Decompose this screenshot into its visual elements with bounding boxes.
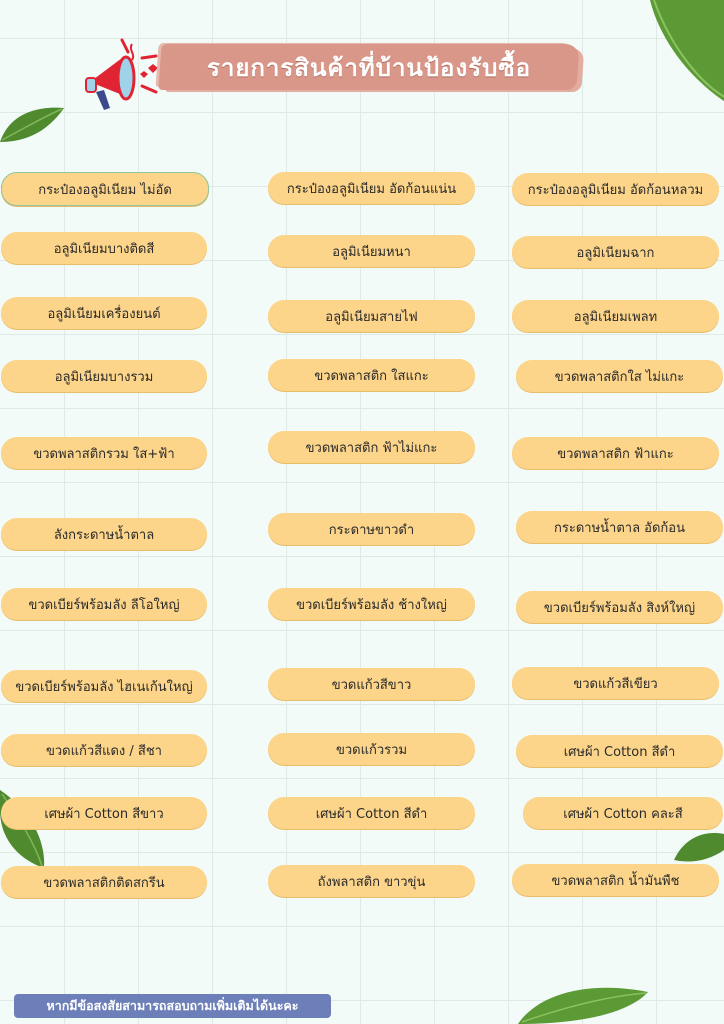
- product-item: ขวดพลาสติก น้ำมันพืช: [512, 864, 719, 896]
- leaf-bottom-icon: [518, 984, 658, 1024]
- product-item: ขวดพลาสติกติดสกรีน: [1, 866, 207, 898]
- product-item: ขวดพลาสติก ใสแกะ: [268, 359, 475, 391]
- page-title-banner: [160, 44, 578, 90]
- product-item: ขวดพลาสติกรวม ใส+ฟ้า: [1, 437, 207, 469]
- product-item: ขวดแก้วสีเขียว: [512, 667, 719, 699]
- product-item: กระดาษน้ำตาล อัดก้อน: [516, 511, 723, 543]
- product-item: ขวดพลาสติก ฟ้าแกะ: [512, 437, 719, 469]
- product-item: ขวดเบียร์พร้อมลัง ช้างใหญ่: [268, 588, 475, 620]
- product-item: อลูมิเนียมเพลท: [512, 300, 719, 332]
- product-item: กระดาษขาวดำ: [268, 513, 475, 545]
- leaf-top-left-icon: [0, 102, 66, 146]
- footer-note: หากมีข้อสงสัยสามารถสอบถามเพิ่มเติมได้นะคะ: [14, 994, 331, 1018]
- product-item: ขวดแก้วสีขาว: [268, 668, 475, 700]
- product-item: กระป๋องอลูมิเนียม อัดก้อนหลวม: [512, 173, 719, 205]
- product-item: อลูมิเนียมหนา: [268, 235, 475, 267]
- product-item: ขวดเบียร์พร้อมลัง สิงห์ใหญ่: [516, 591, 723, 623]
- product-item: อลูมิเนียมเครื่องยนต์: [1, 297, 207, 329]
- product-item: ขวดแก้วสีแดง / สีชา: [1, 734, 207, 766]
- leaf-top-right-icon: [640, 0, 724, 110]
- product-item: เศษผ้า Cotton สีดำ: [516, 735, 723, 767]
- product-item: อลูมิเนียมสายไฟ: [268, 300, 475, 332]
- product-item: ลังกระดาษน้ำตาล: [1, 518, 207, 550]
- product-item: อลูมิเนียมฉาก: [512, 236, 719, 268]
- product-item: กระป๋องอลูมิเนียม ไม่อัด: [1, 172, 209, 206]
- product-item: ขวดพลาสติก ฟ้าไม่แกะ: [268, 431, 475, 463]
- product-item: ขวดเบียร์พร้อมลัง ไฮเนเก้นใหญ่: [1, 670, 207, 702]
- product-item: ขวดพลาสติกใส ไม่แกะ: [516, 360, 723, 392]
- megaphone-icon: [82, 34, 164, 118]
- product-item: เศษผ้า Cotton สีดำ: [268, 797, 475, 829]
- leaf-mid-right-icon: [674, 830, 724, 866]
- product-item: อลูมิเนียมบางรวม: [1, 360, 207, 392]
- product-item: ขวดแก้วรวม: [268, 733, 475, 765]
- product-item: เศษผ้า Cotton คละสี: [523, 797, 723, 829]
- product-item: เศษผ้า Cotton สีขาว: [1, 797, 207, 829]
- product-item: อลูมิเนียมบางติดสี: [1, 232, 207, 264]
- product-item: ถังพลาสติก ขาวขุ่น: [268, 865, 475, 897]
- product-item: ขวดเบียร์พร้อมลัง ลีโอใหญ่: [1, 588, 207, 620]
- page-title: รายการสินค้าที่บ้านป้องรับซื้อ: [206, 53, 532, 82]
- product-item: กระป๋องอลูมิเนียม อัดก้อนแน่น: [268, 172, 475, 204]
